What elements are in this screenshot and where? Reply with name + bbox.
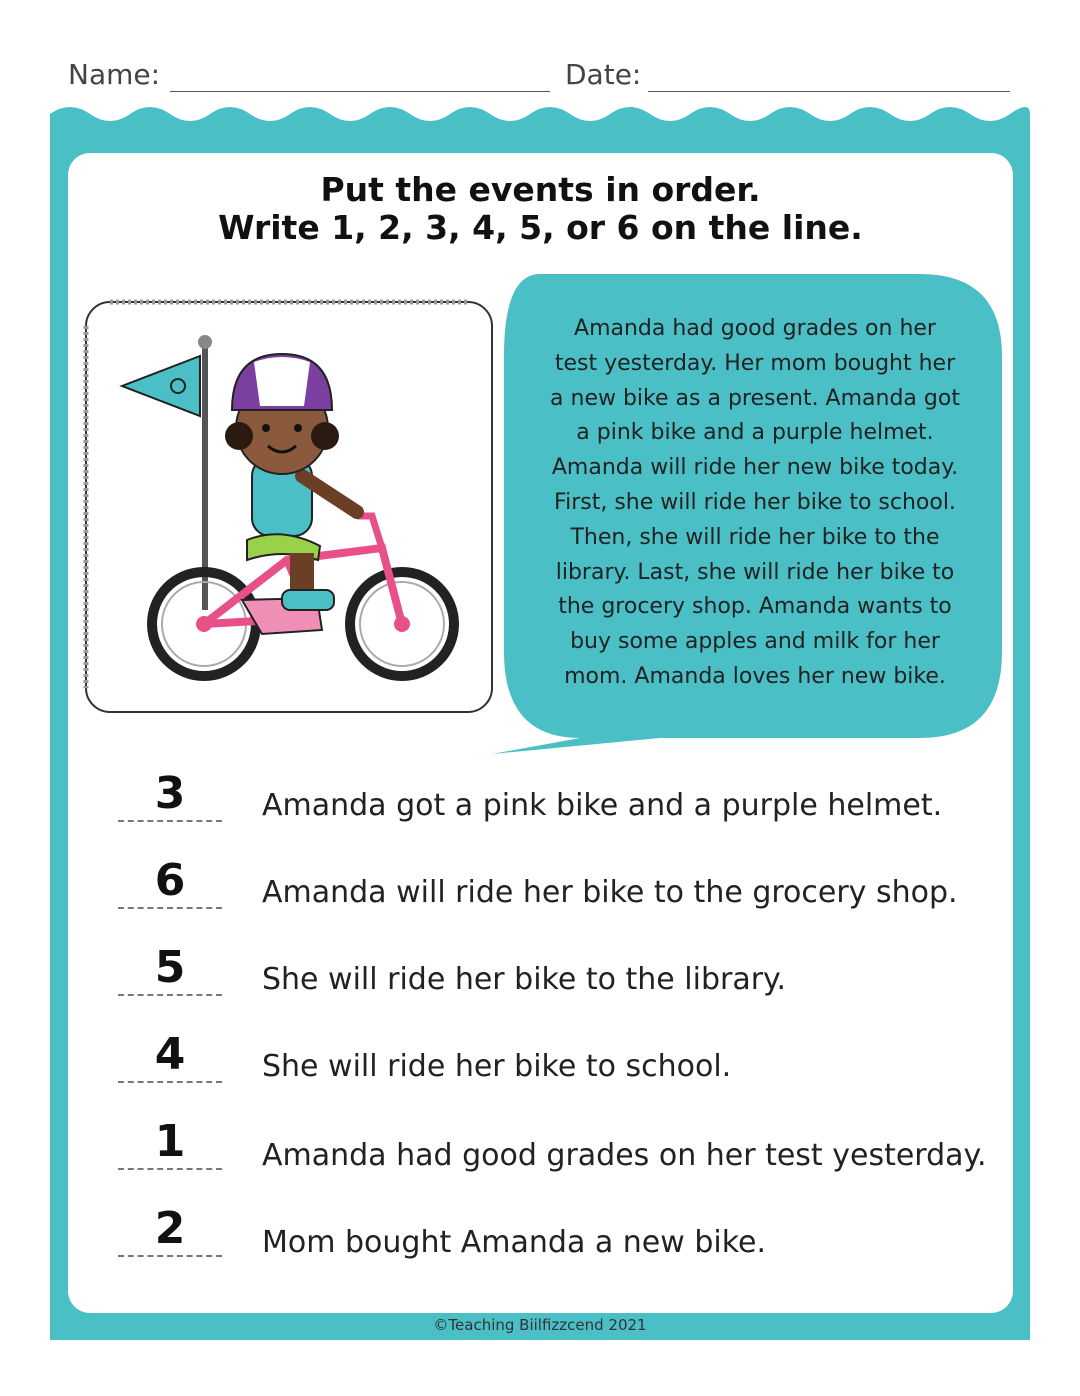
story-line: Amanda had good grades on her: [574, 316, 936, 341]
event-sentence: Amanda will ride her bike to the grocery shop.: [262, 875, 958, 910]
story-line: a pink bike and a purple helmet.: [576, 420, 934, 446]
answer-number[interactable]: 1: [154, 1116, 186, 1167]
instruction-line-1: Put the events in order.: [320, 170, 761, 209]
story-line: the grocery shop. Amanda wants to: [558, 594, 952, 620]
answer-line: [118, 994, 222, 996]
event-sentence: She will ride her bike to the library.: [262, 962, 787, 997]
story-line: mom. Amanda loves her new bike.: [564, 663, 946, 689]
girl-on-bike-illustration: [82, 298, 496, 716]
name-label: Name:: [68, 58, 161, 91]
answer-number[interactable]: 5: [154, 942, 186, 993]
story-line: library. Last, she will ride her bike to: [555, 559, 955, 585]
story-line: buy some apples and milk for her: [570, 629, 940, 655]
story-text: [520, 312, 990, 695]
date-label: Date:: [565, 58, 642, 91]
answer-line: [118, 1255, 222, 1257]
answer-number[interactable]: 6: [154, 855, 186, 906]
answer-number[interactable]: 2: [154, 1203, 186, 1254]
answer-number[interactable]: 3: [154, 768, 186, 819]
answer-line: [118, 1168, 222, 1170]
story-line: Then, she will ride her bike to the: [570, 524, 940, 550]
story-line: a new bike as a present. Amanda got: [550, 385, 960, 411]
event-sentence: She will ride her bike to school.: [262, 1049, 732, 1084]
answer-line: [118, 1081, 222, 1083]
name-line[interactable]: [170, 91, 550, 92]
event-sentence: Amanda got a pink bike and a purple helmet.: [262, 788, 943, 823]
date-line[interactable]: [648, 91, 1010, 92]
event-sentence: Mom bought Amanda a new bike.: [262, 1225, 767, 1260]
event-sentence: Amanda had good grades on her test yesterday.: [262, 1138, 987, 1173]
answer-line: [118, 820, 222, 822]
story-line: First, she will ride her bike to school.: [554, 489, 956, 515]
story-line: Amanda will ride her new bike today.: [551, 455, 959, 481]
answer-number[interactable]: 4: [154, 1029, 186, 1080]
story-line: test yesterday. Her mom bought her: [554, 350, 956, 376]
answer-line: [118, 907, 222, 909]
instruction-line-2: Write 1, 2, 3, 4, 5, or 6 on the line.: [218, 208, 863, 247]
copyright-footer: ©Teaching Biilfizzcend 2021: [433, 1316, 647, 1334]
